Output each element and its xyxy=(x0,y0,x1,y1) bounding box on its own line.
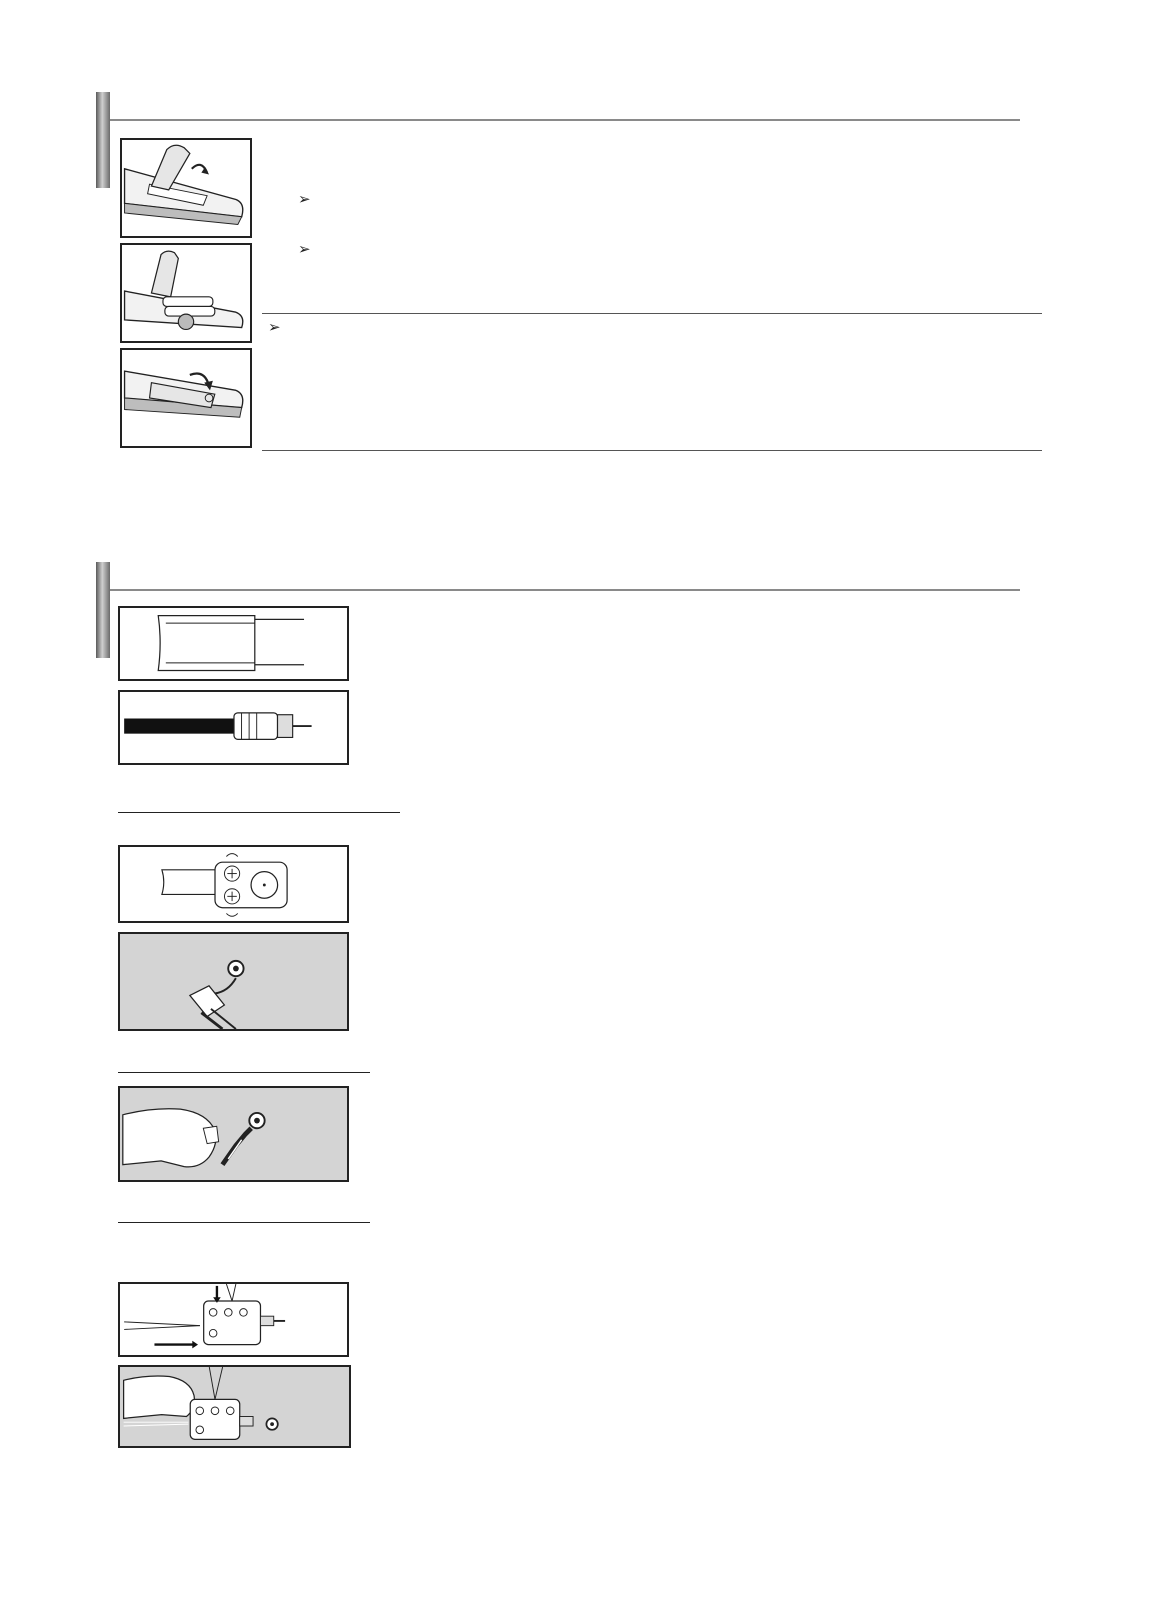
note-divider xyxy=(262,313,1042,314)
combiner-plug-figure xyxy=(118,1365,351,1448)
combiner-plug-icon xyxy=(120,1367,349,1446)
note-arrow-icon: ➢ xyxy=(298,191,311,208)
antenna-adapter-figure xyxy=(118,845,349,923)
section1-tab-marker xyxy=(96,92,110,188)
remote-close-cover-icon xyxy=(122,350,250,446)
hand-plug-figure xyxy=(118,1086,349,1182)
subheading-underline xyxy=(118,1222,370,1223)
antenna-adapter-icon xyxy=(120,847,347,921)
note-arrow-icon: ➢ xyxy=(298,241,311,258)
combiner-connect-icon xyxy=(120,1284,347,1355)
coaxial-cable-icon xyxy=(120,692,347,763)
combiner-connect-figure xyxy=(118,1282,349,1357)
section2-header-rule xyxy=(110,589,1020,591)
remote-open-cover-icon xyxy=(122,140,250,236)
hand-plug-icon xyxy=(120,1088,347,1180)
remote-batteries-figure xyxy=(120,243,252,343)
subheading-underline xyxy=(118,812,400,813)
ant-in-plug-icon xyxy=(120,934,347,1029)
ant-in-plug-figure xyxy=(118,932,349,1031)
note-divider xyxy=(262,450,1042,451)
remote-close-cover-figure xyxy=(120,348,252,448)
section2-tab-marker xyxy=(96,562,110,658)
note-arrow-icon: ➢ xyxy=(268,319,281,336)
twin-lead-cable-figure xyxy=(118,606,349,681)
subheading-underline xyxy=(118,1072,370,1073)
twin-lead-cable-icon xyxy=(120,608,347,679)
coaxial-cable-figure xyxy=(118,690,349,765)
remote-batteries-icon xyxy=(122,245,250,341)
remote-open-cover-figure xyxy=(120,138,252,238)
section1-header-rule xyxy=(110,119,1020,121)
